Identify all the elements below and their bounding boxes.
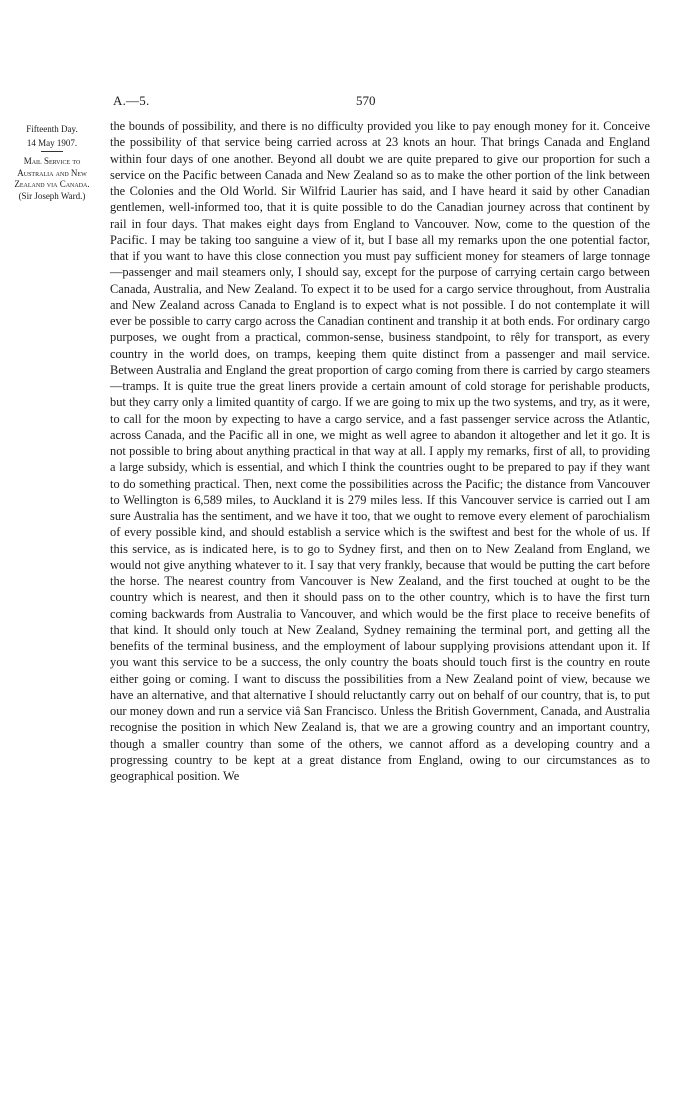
paper-reference: A.—5. xyxy=(113,93,150,108)
body-text xyxy=(110,118,650,784)
margin-date: 14 May 1907. xyxy=(26,137,78,148)
margin-divider xyxy=(41,151,63,152)
margin-note xyxy=(6,124,98,202)
margin-speaker: (Sir Joseph Ward.) xyxy=(18,190,86,201)
body-paragraph: the bounds of possibility, and there is no difficulty provided you like to pay enough money for it. Conceive the possibility of that service being carried across at 23 knots an hour. That brings Canada and England within four days of one another. Beyond all doubt we are quite prepared to give our proportion for such a service on the Pacific between Canada and New Zealand so as to make the other portion of the link between the Colonies and the Old World. Sir Wilfrid Laurier has said, and I have heard it said by other Canadian gentlemen, well-informed too, that it is quite possible to do the Canadian journey across that continent by rail in four days. That makes eight days from England to Vancouver. Now, come to the question of the Pacific. I may be taking too sanguine a view of it, but I base all my remarks upon the one potential factor, that if you want to have this close connection you must pay sufficient money for steamers of large tonnage—passenger and mail steamers only, I should say, except for the purpose of carrying certain cargo between Canada, Australia, and New Zealand. To expect it to be used for a cargo service throughout, from Australia and New Zealand across Canada to England is to expect what is not possible. I do not contemplate it will ever be possible to carry cargo across the Canadian continent and tranship it at both ends. For ordinary cargo purposes, we ought from a practical, common-sense, business standpoint, to rêly for transport, as every country in the world does, on tramps, keeping them quite distinct from a passenger and mail service. Between Australia and England the great proportion of cargo coming from there is carried by cargo steamers—tramps. It is quite true the great liners provide a certain amount of cold storage for perishable products, but they carry only a limited quantity of cargo. If we are going to mix up the two systems, and try, as it were, to call for the moon by expecting to have a cargo service, and a fast passenger service across the Atlantic, across Canada, and the Pacific all in one, we might as well agree to abandon it altogether and let it go. It is not possible to bring about anything practical in that way at all. I apply my remarks, first of all, to providing a large subsidy, which is essential, and which I think the countries ought to be prepared to pay if they want to do something practical. Then, next come the possibilities across the Pacific; the distance from Vancouver to Wellington is 6,589 miles, to Auckland it is 279 miles less. If this Vancouver service is carried out I am sure Australia has the sentiment, and we have it too, that we ought to remove every element of parochialism of every possible kind, and should establish a service which is the swiftest and best for the whole of us. If this service, as is indicated here, is to go to Sydney first, and then on to New Zealand from England, we would not give anything whatever to it. I say that very frankly, because that would be putting the cart before the horse. The nearest country from Vancouver is New Zealand, and the first touched at ought to be the country which is nearest, and then it should pass on to the other country, which is to have the first turn coming backwards from Australia to Vancouver, and which would be the first place to receive benefits of that kind. It should only touch at New Zealand, Sydney remaining the terminal port, and getting all the benefits of the terminal business, and the employment of labour supplying provisions attendant upon it. If you want this service to be a success, the only country the boats should touch first is the country en route either going or coming. I want to discuss the possibilities from a New Zealand point of view, because we have an alternative, and that alternative I should reluctantly carry out on behalf of our country, that is, to put our money down and run a service viâ San Francisco. Unless the British Government, Canada, and Australia recognise the position in which New Zealand is, that we are a growing country and an important country, though a smaller country than some of the others, we cannot afford as a developing country and a progressing country to be kept at a great distance from England, owing to our circumstances as to geographical position. We xyxy=(110,119,650,783)
margin-topic: Mail Service to Australia and New Zealand via Canada. xyxy=(14,156,90,189)
page-number: 570 xyxy=(356,93,376,108)
margin-date-day: Fifteenth Day. xyxy=(26,124,78,134)
